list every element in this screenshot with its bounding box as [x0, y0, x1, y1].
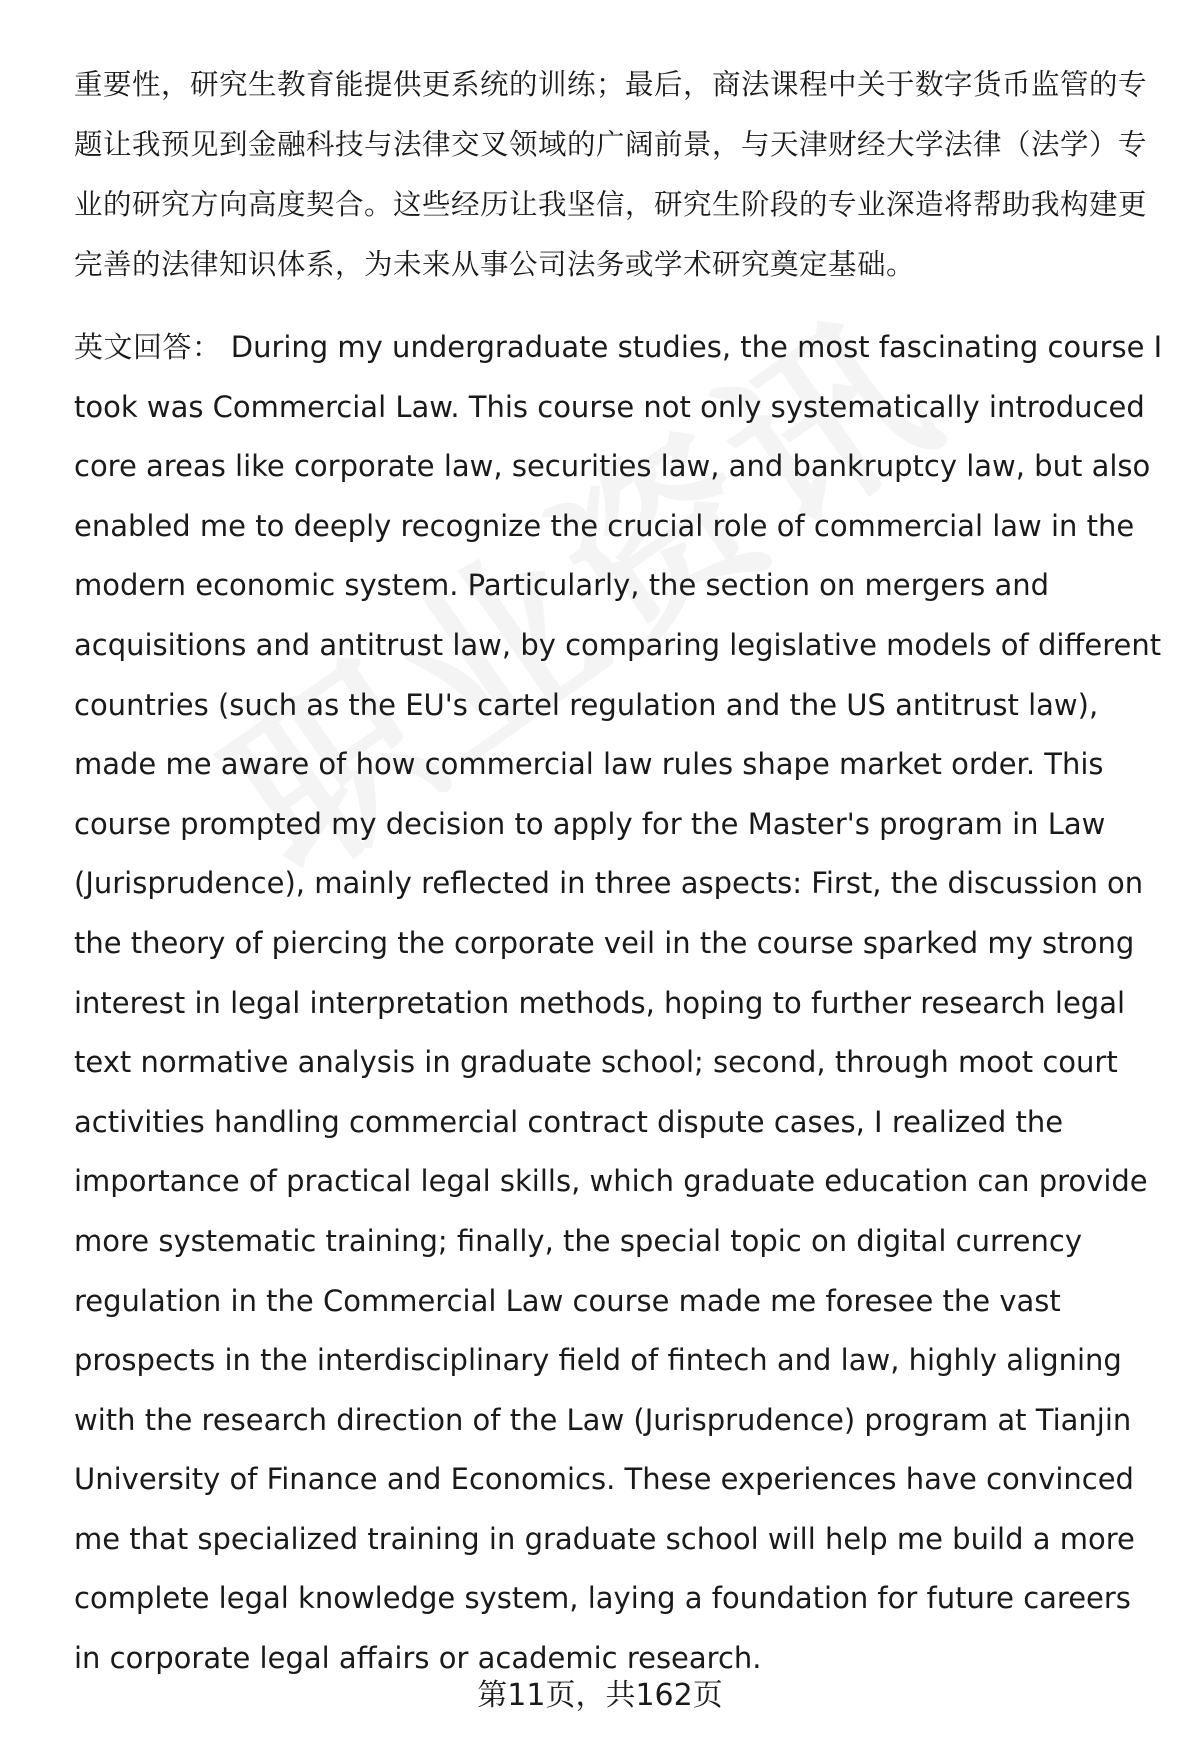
- chinese-answer-paragraph: 重要性，研究生教育能提供更系统的训练；最后，商法课程中关于数字货币监管的专题让我预见到金融科技与法律交叉领域的广阔前景，与天津财经大学法律（法学）专业的研究方向高度契合。这些经历让我坚信，研究生阶段的专业深造将帮助我构建更完善的法律知识体系，为未来从事公司法务或学术研究奠定基础。: [74, 68, 1148, 281]
- english-answer-paragraph: [74, 318, 1164, 1689]
- page-number-footer: 第11页，共162页: [477, 1678, 723, 1713]
- english-answer-label: 英文回答：: [74, 330, 222, 364]
- english-answer-text: During my undergraduate studies, the most fascinating course I took was Commercial Law. This course not only systematically introduced core areas like corporate law, securities law, and bankruptcy law, but also enabled me to deeply recognize the crucial role of commercial law in the modern economic system. Particularly, the section on mergers and acquisitions and antitrust law, by comparing legislative models of different countries (such as the EU's cartel regulation and the US antitrust law), made me aware of how commercial law rules shape market order. This course prompted my decision to apply for the Master's program in Law (Jurisprudence), mainly reflected in three aspects: First, the discussion on the theory of piercing the corporate veil in the course sparked my strong interest in legal interpretation methods, hoping to further research legal text normative analysis in graduate school; second, through moot court activities handling commercial contract dispute cases, I realized the importance of practical legal skills, which graduate education can provide more systematic training; finally, the special topic on digital currency regulation in the Commercial Law course made me foresee the vast prospects in the interdisciplinary field of fintech and law, highly aligning with the research direction of the Law (Jurisprudence) program at Tianjin University of Finance and Economics. These experiences have convinced me that specialized training in graduate school will help me build a more complete legal knowledge system, laying a foundation for future careers in corporate legal affairs or academic research.: [74, 330, 1163, 1676]
